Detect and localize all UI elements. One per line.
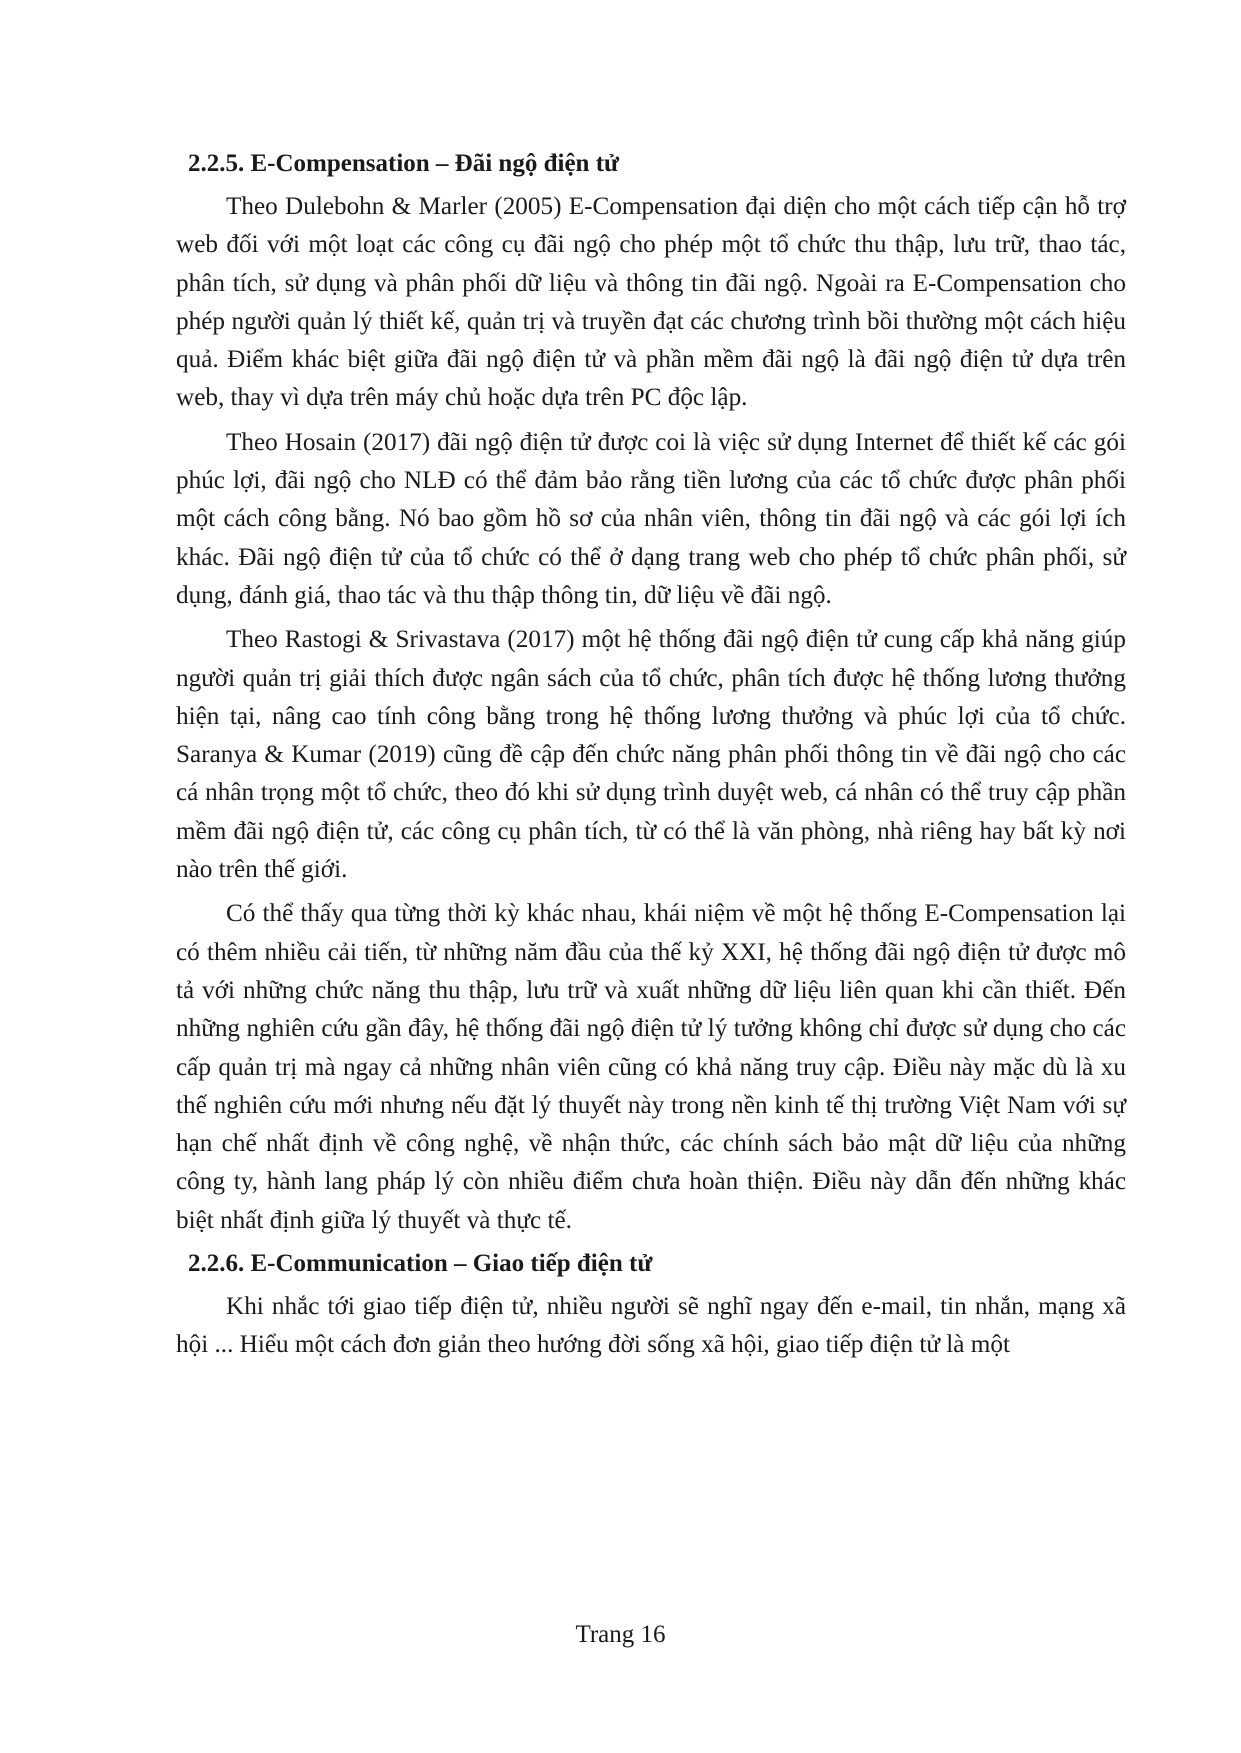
paragraph-e-compensation-evolution: Có thể thấy qua từng thời kỳ khác nhau, khái niệm về một hệ thống E-Compensation lại có thêm nhiều cải tiến, từ những năm đầu của thế kỷ XXI, hệ thống đãi ngộ điện tử được mô tả với những chức năng thu thập, lưu trữ và xuất những dữ liệu liên quan khi cần thiết. Đến những nghiên cứu gần đây, hệ thống đãi ngộ điện tử lý tưởng không chỉ được sử dụng cho các cấp quản trị mà ngay cả những nhân viên cũng có khả năng truy cập. Điều này mặc dù là xu thế nghiên cứu mới nhưng nếu đặt lý thuyết này trong nền kinh tế thị trường Việt Nam với sự hạn chế nhất định về công nghệ, về nhận thức, các chính sách bảo mật dữ liệu của những công ty, hành lang pháp lý còn nhiều điểm chưa hoàn thiện. Điều này dẫn đến những khác biệt nhất định giữa lý thuyết và thực tế.: [176, 900, 1126, 1234]
section-heading-e-compensation: 2.2.5. E-Compensation – Đãi ngộ điện tử: [188, 150, 620, 177]
page-number: Trang 16: [575, 1621, 666, 1648]
paragraph-hosain: Theo Hosain (2017) đãi ngộ điện tử được coi là việc sử dụng Internet để thiết kế các gói phúc lợi, đãi ngộ cho NLĐ có thể đảm bảo rằng tiền lương của các tổ chức được phân phối một cách công bằng. Nó bao gồm hồ sơ của nhân viên, thông tin đãi ngộ và các gói lợi ích khác. Đãi ngộ điện tử của tổ chức có thể ở dạng trang web cho phép tổ chức phân phối, sử dụng, đánh giá, thao tác và thu thập thông tin, dữ liệu về đãi ngộ.: [176, 428, 1126, 609]
paragraph-rastogi-srivastava: Theo Rastogi & Srivastava (2017) một hệ thống đãi ngộ điện tử cung cấp khả năng giúp người quản trị giải thích được ngân sách của tổ chức, phân tích được hệ thống lương thưởng hiện tại, nâng cao tính công bằng trong hệ thống lương thưởng và phúc lợi của tổ chức. Saranya & Kumar (2019) cũng đề cập đến chức năng phân phối thông tin về đãi ngộ cho các cá nhân trọng một tổ chức, theo đó khi sử dụng trình duyệt web, cá nhân có thể truy cập phần mềm đãi ngộ điện tử, các công cụ phân tích, từ có thể là văn phòng, nhà riêng hay bất kỳ nơi nào trên thế giới.: [176, 626, 1126, 884]
paragraph-dulebohn-marler: Theo Dulebohn & Marler (2005) E-Compensation đại diện cho một cách tiếp cận hỗ trợ web đối với một loạt các công cụ đãi ngộ cho phép một tổ chức thu thập, lưu trữ, thao tác, phân tích, sử dụng và phân phối dữ liệu và thông tin đãi ngộ. Ngoài ra E-Compensation cho phép người quản lý thiết kế, quản trị và truyền đạt các chương trình bồi thường một cách hiệu quả. Điểm khác biệt giữa đãi ngộ điện tử và phần mềm đãi ngộ là đãi ngộ điện tử dựa trên web, thay vì dựa trên máy chủ hoặc dựa trên PC độc lập.: [176, 193, 1126, 412]
section-heading-e-communication: 2.2.6. E-Communication – Giao tiếp điện tử: [188, 1250, 653, 1278]
paragraph-e-communication-intro: Khi nhắc tới giao tiếp điện tử, nhiều người sẽ nghĩ ngay đến e-mail, tin nhắn, mạng xã hội ... Hiểu một cách đơn giản theo hướng đời sống xã hội, giao tiếp điện tử là một: [176, 1293, 1126, 1359]
page-content: [176, 146, 1126, 1371]
